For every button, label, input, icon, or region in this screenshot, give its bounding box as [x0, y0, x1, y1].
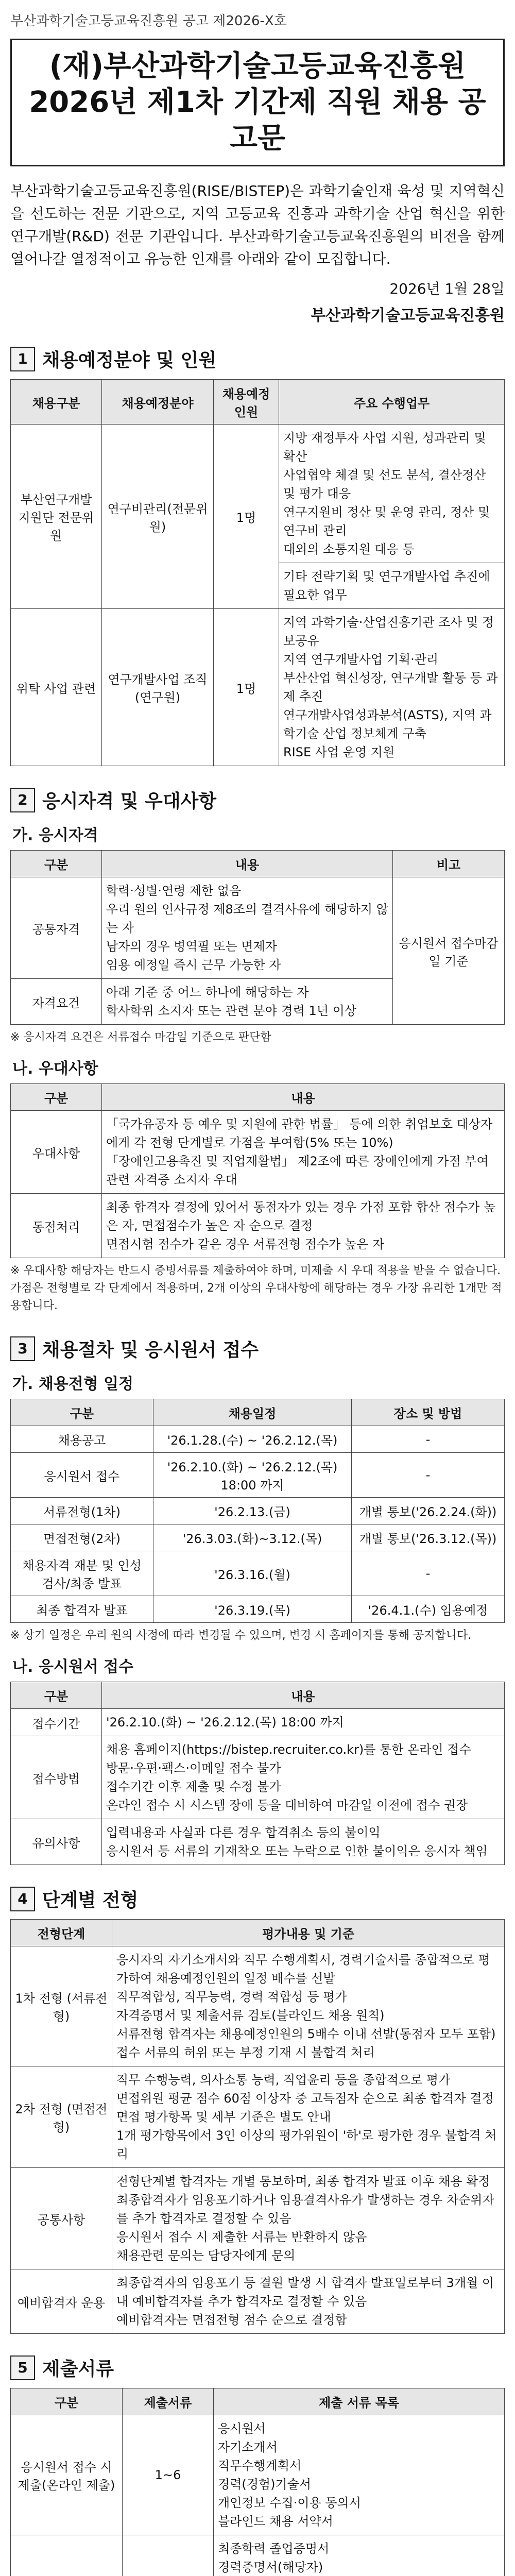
table-row	[11, 2415, 505, 2535]
table-row	[11, 1524, 505, 1551]
col-header: 평가내용 및 기준	[112, 1920, 505, 1946]
cell: 개별 통보('26.3.12.(목))	[352, 1524, 505, 1551]
col-header: 제출서류	[123, 2388, 214, 2415]
list-item: 자기소개서	[218, 2440, 278, 2454]
cell	[123, 2535, 214, 2576]
col-header: 전형단계	[11, 1920, 112, 1946]
cell: 채용자격 재분 및 인성 검사/최종 발표	[11, 1551, 153, 1596]
duty-item: 대외의 소통지원 대응 등	[283, 542, 415, 556]
list-item: 자격증명서 및 제출서류 검토(블라인드 채용 원칙)	[116, 2008, 385, 2023]
application-table	[10, 1682, 505, 1865]
cell-duties	[279, 609, 505, 766]
section-3-header	[10, 1335, 505, 1362]
duty-item: 지역 연구개발사업 기획·관리	[283, 652, 439, 667]
list-item: 응시원서	[218, 2421, 266, 2436]
cell: 응시원서 접수	[11, 1453, 153, 1498]
section-1-header	[10, 346, 505, 372]
row-content	[102, 1819, 505, 1865]
row-content	[102, 877, 393, 979]
row-label: 유의사항	[11, 1819, 102, 1865]
list-item: 블라인드 채용 서약서	[218, 2514, 333, 2529]
list-item: 최종 합격자 결정에 있어서 동점자가 있는 경우 가점 포함 합산 점수가 높은 자, 면접점수가 높은 자 순으로 결정	[106, 1200, 496, 1233]
row-label	[11, 2535, 123, 2576]
row-label: 공통사항	[11, 2168, 112, 2269]
title-box	[10, 39, 505, 166]
row-label: 자격요건	[11, 979, 102, 1025]
list-item: 서류전형 합격자는 채용예정인원의 5배수 이내 선발(동점자 모두 포함)	[116, 2027, 496, 2041]
section-4-header	[10, 1886, 505, 1912]
table-row	[11, 1453, 505, 1498]
table-row	[11, 1498, 505, 1524]
cell: '26.2.13.(금)	[153, 1498, 352, 1524]
row-content	[102, 1111, 505, 1194]
table-row	[11, 877, 505, 979]
section-5-header	[10, 2354, 505, 2381]
list-item: 경력(경험)기술서	[218, 2477, 312, 2492]
cell: -	[352, 1551, 505, 1596]
cell-count: 1명	[214, 425, 279, 609]
documents-table	[10, 2388, 505, 2576]
table-row	[11, 1426, 505, 1453]
list-item: 관련 자격증 소지자 우대	[106, 1173, 237, 1187]
row-content	[112, 2269, 505, 2334]
table-row	[11, 2535, 505, 2576]
list-item: 남자의 경우 병역필 또는 면제자	[106, 939, 277, 954]
row-label: 동점처리	[11, 1194, 102, 1258]
col-header: 내용	[102, 851, 393, 877]
table-row	[11, 1596, 505, 1623]
title-line-2: 2026년 제1차 기간제 직원 채용 공고문	[29, 86, 486, 155]
list-item: 응시원서 접수 시 제출한 서류는 반환하지 않음	[116, 2230, 367, 2244]
cell: 서류전형(1차)	[11, 1498, 153, 1524]
row-label: 접수방법	[11, 1736, 102, 1819]
list-item: 접수기간 이후 제출 및 수정 불가	[106, 1780, 281, 1794]
notice-number: 부산과학기술고등교육진흥원 공고 제2026-X호	[10, 13, 287, 29]
cell: -	[352, 1426, 505, 1453]
table-row	[11, 2269, 505, 2334]
col-header: 채용예정인원	[214, 380, 279, 425]
cell: 1~6	[123, 2415, 214, 2535]
qualification-table	[10, 850, 505, 1025]
list-item: 아래 기준 중 어느 하나에 해당하는 자	[106, 985, 309, 999]
duty-item: 부산산업 혁신성장, 연구개발 활동 등 과제 추진	[283, 671, 498, 704]
duty-item: 사업협약 체결 및 선도 분석, 결산정산 및 평가 대응	[283, 468, 486, 501]
col-header: 구분	[11, 851, 102, 877]
subsection-title: 가. 채용전형 일정	[12, 1375, 134, 1393]
col-header: 제출 서류 목록	[214, 2388, 505, 2415]
row-label: 2차 전형 (면접전형)	[11, 2066, 112, 2168]
section-number: 4	[10, 1887, 35, 1911]
row-label: 응시원서 접수 시 제출(온라인 제출)	[11, 2415, 123, 2535]
table-header-row	[11, 851, 505, 877]
list-item: 채용관련 문의는 담당자에게 문의	[116, 2248, 296, 2263]
table-row	[11, 1736, 505, 1819]
list-item: 최종학력 졸업증명서	[218, 2541, 330, 2556]
cell-field: 연구비관리(전문위원)	[102, 425, 214, 609]
duty-item: 지역 과학기술·산업진흥기관 조사 및 정보공유	[283, 615, 494, 648]
section-title: 단계별 전형	[42, 1890, 139, 1911]
cell-duties	[279, 563, 505, 609]
table-row	[11, 2168, 505, 2269]
cell: 최종 합격자 발표	[11, 1596, 153, 1623]
duty-item: 연구지원비 정산 및 운영 관리, 정산 및 연구비 관리	[283, 505, 490, 538]
row-content	[214, 2415, 505, 2535]
row-content	[214, 2535, 505, 2576]
list-item: 방문·우편·팩스·이메일 접수 불가	[106, 1761, 281, 1775]
table-row	[11, 425, 505, 563]
section-number: 5	[10, 2355, 35, 2380]
list-item: 예비합격자는 면접전형 점수 순으로 결정함	[116, 2313, 347, 2327]
list-item: 우리 원의 인사규정 제8조의 결격사유에 해당하지 않는 자	[106, 902, 388, 935]
row-note: 응시원서 접수마감일 기준	[393, 877, 505, 1025]
row-label: 접수기간	[11, 1709, 102, 1736]
row-content	[102, 1736, 505, 1819]
duty-item: 지방 재정투자 사업 지원, 성과관리 및 확산	[283, 431, 486, 464]
preference-table	[10, 1083, 505, 1258]
list-item: 개인정보 수집·이용 동의서	[218, 2496, 361, 2510]
row-content	[112, 2168, 505, 2269]
notice-page	[10, 10, 505, 2576]
subsection-title: 나. 우대사항	[12, 1060, 98, 1078]
subsection-title: 나. 응시원서 접수	[12, 1658, 134, 1676]
cell: '26.3.03.(화)~3.12.(목)	[153, 1524, 352, 1551]
list-item: 직무수행계획서	[218, 2459, 302, 2473]
cell: -	[352, 1453, 505, 1498]
footnote: ※ 상기 일정은 우리 원의 사정에 따라 변경될 수 있으며, 변경 시 홈페이지를 통해 공지합니다.	[10, 1629, 472, 1642]
col-header: 구분	[11, 1084, 102, 1111]
col-header: 채용예정분야	[102, 380, 214, 425]
section-title: 응시자격 및 우대사항	[42, 791, 217, 812]
duty-item: 기타 전략기획 및 연구개발사업 추진에 필요한 업무	[283, 569, 490, 602]
list-item: 학력·성별·연령 제한 없음	[106, 884, 242, 898]
list-item: 응시원서 등 서류의 기재착오 또는 누락으로 인한 불이익은 응시자 책임	[106, 1844, 488, 1858]
list-item: '26.2.10.(화) ~ '26.2.12.(목) 18:00 까지	[106, 1715, 344, 1730]
col-header: 내용	[102, 1682, 505, 1709]
table-header-row	[11, 2388, 505, 2415]
list-item: 채용 홈페이지(https://bistep.recruiter.co.kr)를 통한 온라인 접수	[106, 1742, 471, 1757]
table-header-row	[11, 380, 505, 425]
col-header: 구분	[11, 1682, 102, 1709]
list-item: 온라인 접수 시 시스템 장애 등을 대비하여 마감일 이전에 접수 권장	[106, 1798, 468, 1812]
footnote: ※ 응시자격 요건은 서류접수 마감일 기준으로 판단함	[10, 1031, 271, 1044]
duty-item: 연구개발사업성과분석(ASTS), 지역 과학기술 산업 정보체계 구축	[283, 708, 492, 741]
cell-type: 부산연구개발지원단 전문위원	[11, 425, 102, 609]
col-header: 장소 및 방법	[352, 1399, 505, 1426]
table-row	[11, 1946, 505, 2066]
footnote: ※ 우대사항 해당자는 반드시 증빙서류를 제출하여야 하며, 미제출 시 우대 적용을 받을 수 없습니다. 가점은 전형별로 각 단계에서 적용하며, 2개 이상의 우대사항에 해당하는 경우 가장 유리한 1개만 적용합니다.	[10, 1264, 502, 1312]
col-header: 내용	[102, 1084, 505, 1111]
table-row	[11, 1194, 505, 1258]
list-item: 응시자의 자기소개서와 직무 수행계획서, 경력기술서를 종합적으로 평가하여 채용예정인원의 일정 배수를 선발	[116, 1953, 490, 1986]
positions-table	[10, 379, 505, 766]
row-label: 공통자격	[11, 877, 102, 979]
list-item: 면접 평가항목 및 세부 기준은 별도 안내	[116, 2110, 331, 2124]
col-header: 비고	[393, 851, 505, 877]
cell: 개별 통보('26.2.24.(화))	[352, 1498, 505, 1524]
organization-name: 부산과학기술고등교육진흥원	[311, 307, 505, 325]
table-header-row	[11, 1399, 505, 1426]
col-header: 구분	[11, 1399, 153, 1426]
section-title: 제출서류	[42, 2359, 114, 2380]
cell: 채용공고	[11, 1426, 153, 1453]
table-header-row	[11, 1682, 505, 1709]
table-row	[11, 2066, 505, 2168]
list-item: 전형단계별 합격자는 개별 통보하며, 최종 합격자 발표 이후 채용 확정	[116, 2174, 490, 2189]
list-item: 임용 예정일 즉시 근무 가능한 자	[106, 958, 281, 972]
list-item: 면접시험 점수가 같은 경우 서류전형 점수가 높은 자	[106, 1237, 385, 1251]
list-item: 최종합격자가 임용포기하거나 임용결격사유가 발생하는 경우 차순위자를 추가 합격자로 결정할 수 있음	[116, 2193, 494, 2226]
row-content	[102, 1194, 505, 1258]
row-label: 1차 전형 (서류전형)	[11, 1946, 112, 2066]
cell-duties	[279, 425, 505, 563]
row-content	[112, 1946, 505, 2066]
col-header: 주요 수행업무	[279, 380, 505, 425]
section-number: 3	[10, 1336, 35, 1361]
table-row	[11, 1551, 505, 1596]
duty-item: RISE 사업 운영 지원	[283, 745, 395, 759]
section-title: 채용절차 및 응시원서 접수	[42, 1340, 259, 1361]
row-content	[102, 1709, 505, 1736]
list-item: 입력내용과 사실과 다른 경우 합격취소 등의 불이익	[106, 1825, 381, 1840]
list-item: 「장애인고용촉진 및 직업재활법」 제2조에 따른 장애인에게 가점 부여	[106, 1154, 489, 1168]
section-title: 채용예정분야 및 인원	[42, 350, 217, 371]
cell: '26.3.16.(월)	[153, 1551, 352, 1596]
col-header: 구분	[11, 2388, 123, 2415]
section-2-header	[10, 787, 505, 813]
list-item: 최종합격자의 임용포기 등 결원 발생 시 합격자 발표일로부터 3개월 이내 예비합격자를 추가 합격자로 결정할 수 있음	[116, 2276, 494, 2309]
cell-field: 연구개발사업 조직(연구원)	[102, 609, 214, 766]
table-header-row	[11, 1920, 505, 1946]
col-header: 채용구분	[11, 380, 102, 425]
screening-table	[10, 1919, 505, 2334]
cell: '26.3.19.(목)	[153, 1596, 352, 1623]
list-item: 경력증명서(해당자)	[218, 2560, 323, 2574]
col-header: 채용일정	[153, 1399, 352, 1426]
title-line-1: (재)부산과학기술고등교육진흥원	[49, 49, 466, 83]
table-row	[11, 1111, 505, 1194]
section-number: 1	[10, 347, 35, 371]
table-header-row	[11, 1084, 505, 1111]
cell: 면접전형(2차)	[11, 1524, 153, 1551]
row-content	[102, 979, 393, 1025]
list-item: 직무적합성, 직무능력, 경력 적합성 등 평가	[116, 1990, 347, 2004]
cell-count: 1명	[214, 609, 279, 766]
list-item: 학사학위 소지자 또는 관련 분야 경력 1년 이상	[106, 1004, 356, 1018]
cell: '26.1.28.(수) ~ '26.2.12.(목)	[153, 1426, 352, 1453]
cell: '26.2.10.(화) ~ '26.2.12.(목) 18:00 까지	[153, 1453, 352, 1498]
schedule-table	[10, 1399, 505, 1623]
table-row	[11, 609, 505, 766]
subsection-title: 가. 응시자격	[12, 826, 98, 844]
cell-type: 위탁 사업 관련	[11, 609, 102, 766]
list-item: 1개 평가항목에서 3인 이상의 평가위원이 '하'로 평가한 경우 불합격 처리	[116, 2128, 497, 2161]
list-item: 면접위원 평균 점수 60점 이상자 중 고득점자 순으로 최종 합격자 결정	[116, 2091, 494, 2106]
list-item: 「국가유공자 등 예우 및 지원에 관한 법률」 등에 의한 취업보호 대상자에게 각 전형 단계별로 가점을 부여함(5% 또는 10%)	[106, 1117, 493, 1150]
list-item: 접수 서류의 허위 또는 부정 기재 시 불합격 처리	[116, 2045, 375, 2060]
section-number: 2	[10, 788, 35, 812]
intro-paragraph: 부산과학기술고등교육진흥원(RISE/BISTEP)은 과학기술인재 육성 및 지역혁신을 선도하는 전문 기관으로, 지역 고등교육 진흥과 과학기술 산업 혁신을 위한 연구개발(R&D) 전문 기관입니다. 부산과학기술고등교육진흥원의 비전을 함께 열어나갈 열정적이고 유능한 인재를 아래와 같이 모집합니다.	[10, 182, 505, 267]
list-item: 직무 수행능력, 의사소통 능력, 직업윤리 등을 종합적으로 평가	[116, 2073, 451, 2087]
table-row	[11, 1819, 505, 1865]
row-label: 우대사항	[11, 1111, 102, 1194]
notice-date: 2026년 1월 28일	[389, 280, 505, 297]
cell: '26.4.1.(수) 임용예정	[352, 1596, 505, 1623]
row-content	[112, 2066, 505, 2168]
row-label: 예비합격자 운용	[11, 2269, 112, 2334]
table-row	[11, 1709, 505, 1736]
